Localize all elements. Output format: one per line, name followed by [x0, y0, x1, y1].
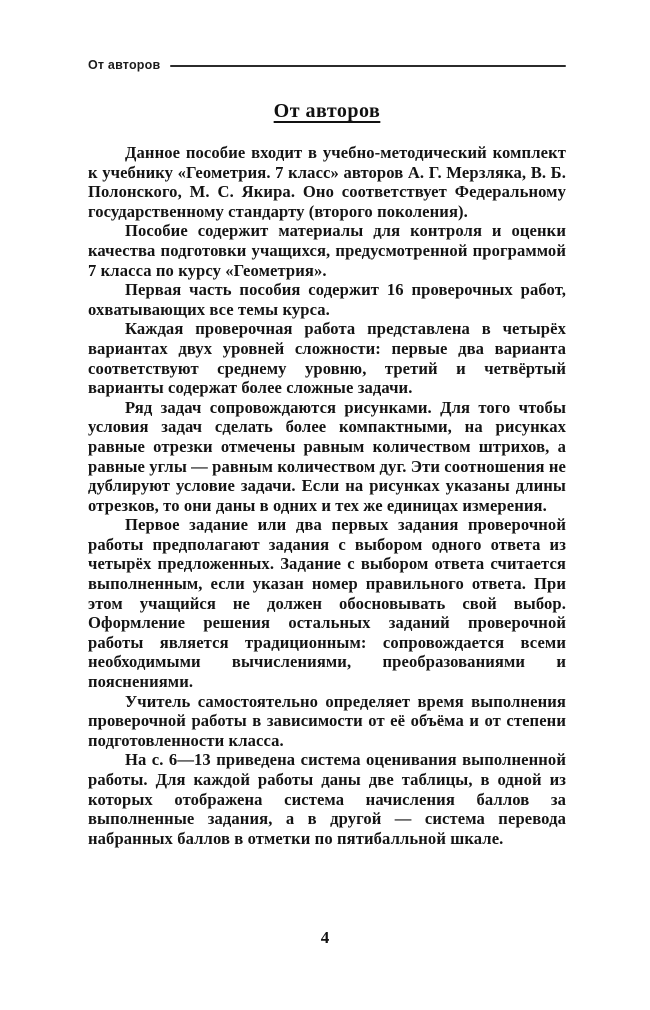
paragraph: Каждая проверочная работа представлена в четырёх вариантах двух уровней сложности: первые два варианта соответствуют среднему уровню, третий и четвёртый варианты содержат более сложные задачи.	[88, 319, 566, 398]
paragraph: Пособие содержит материалы для контроля и оценки качества подготовки учащихся, предусмотренной программой 7 класса по курсу «Геометрия».	[88, 221, 566, 280]
header-rule	[170, 65, 566, 67]
paragraph: Учитель самостоятельно определяет время выполнения проверочной работы в зависимости от её объёма и от степени подготовленности класса.	[88, 691, 566, 750]
body-text	[88, 143, 566, 848]
chapter-title	[88, 100, 566, 123]
page-number: 4	[320, 928, 330, 947]
paragraph: Данное пособие входит в учебно-методический комплект к учебнику «Геометрия. 7 класс» авторов А. Г. Мерзляка, В. Б. Полонского, М. С. Якира. Оно соответствует Федеральному государственному стандарту (второго поколения).	[88, 143, 566, 221]
running-header	[88, 58, 566, 72]
running-header-title: От авторов	[88, 58, 161, 72]
paragraph: Первое задание или два первых задания проверочной работы предполагают задания с выбором одного ответа из четырёх предложенных. Задание с выбором ответа считается выполненным, если указан номер правильного ответа. При этом учащийся не должен обосновывать свой выбор. Оформление решения остальных заданий проверочной работы является традиционным: сопровождается всеми необходимыми вычислениями, преобразованиями и пояснениями.	[88, 515, 566, 692]
paragraph: Ряд задач сопровождаются рисунками. Для того чтобы условия задач сделать более компактными, на рисунках равные отрезки отмечены равным количеством штрихов, а равные углы — равным количеством дуг. Эти соотношения не дублируют условие задачи. Если на рисунках указаны длины отрезков, то они даны в одних и тех же единицах измерения.	[88, 397, 566, 515]
paragraph: Первая часть пособия содержит 16 проверочных работ, охватывающих все темы курса.	[88, 280, 566, 319]
chapter-title-text: От авторов	[273, 100, 381, 122]
paragraph: На с. 6—13 приведена система оценивания выполненной работы. Для каждой работы даны две таблицы, в одной из которых отображена система начисления баллов за выполненные задания, а в другой — система перевода набранных баллов в отметки по пятибалльной шкале.	[88, 750, 566, 848]
